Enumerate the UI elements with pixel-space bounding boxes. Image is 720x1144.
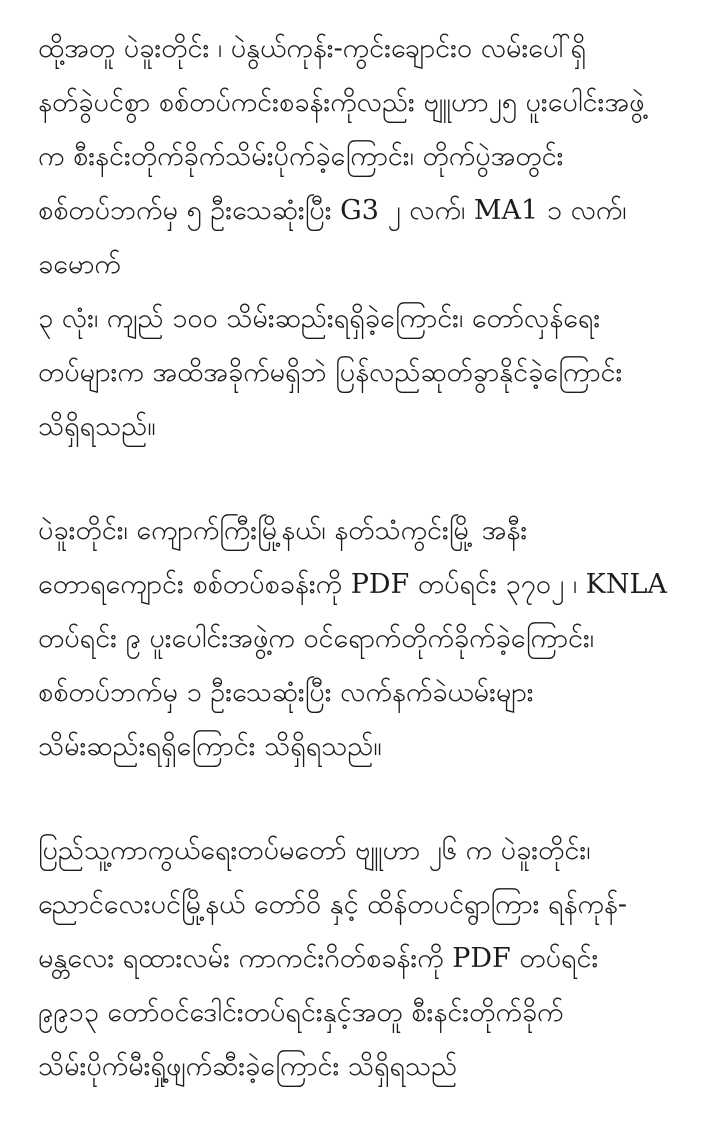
- text-line: စစ်တပ်ဘက်မှ ၁ ဦးသေဆုံးပြီး လက်နက်ခဲယမ်းများ: [38, 677, 534, 708]
- text-line: က စီးနင်းတိုက်ခိုက်သိမ်းပိုက်ခဲ့ကြောင်း၊ တိုက်ပွဲအတွင်း: [38, 141, 564, 172]
- text-line: နတ်ခွဲပင်စွာ စစ်တပ်ကင်းစခန်းကိုလည်း ဗျူဟာ၂၅ ပူးပေါင်းအဖွဲ့: [38, 87, 645, 118]
- text-line: ၃ လုံး၊ ကျည် ၁၀၀ သိမ်းဆည်းရရှိခဲ့ကြောင်း၊ တော်လှန်ရေး: [38, 303, 601, 334]
- text-line: ၉၉၁၃ တော်ဝင်ဒေါင်းတပ်ရင်းနှင့်အတူ စီးနင်းတိုက်ခိုက်: [38, 997, 564, 1028]
- text-line: ညောင်လေးပင်မြို့နယ် တော်ဝိ နှင့် ထိန်တပင်ရွာကြား ရန်ကုန်-: [38, 889, 628, 920]
- paragraph-3: [38, 824, 718, 1094]
- paragraph-2: [38, 504, 718, 774]
- text-line: ပဲခူးတိုင်း၊ ကျောက်ကြီးမြို့နယ်၊ နတ်သံကွင်းမြို့ အနီး: [38, 515, 528, 546]
- text-line: တပ်ရင်း ၉ ပူးပေါင်းအဖွဲ့က ဝင်ရောက်တိုက်ခိုက်ခဲ့ကြောင်း၊: [38, 623, 595, 654]
- text-line: တောရကျောင်း စစ်တပ်စခန်းကို PDF တပ်ရင်း ၃၇၀၂ ၊ KNLA: [38, 569, 667, 600]
- text-line: သိမ်းဆည်းရရှိကြောင်း သိရှိရသည်။: [38, 731, 382, 762]
- text-line: ပြည်သူ့ကာကွယ်ရေးတပ်မတော် ဗျူဟာ ၂၆ က ပဲခူးတိုင်း၊: [38, 835, 591, 866]
- text-line: တပ်များက အထိအခိုက်မရှိဘဲ ပြန်လည်ဆုတ်ခွာနိုင်ခဲ့ကြောင်း: [38, 357, 623, 388]
- text-line: သိရှိရသည်။: [38, 411, 156, 442]
- text-line: မန္တလေး ရထားလမ်း ကာကင်းဂိတ်စခန်းကို PDF တပ်ရင်း: [38, 943, 599, 974]
- paragraph-1: [38, 22, 718, 454]
- text-line: ခမောက်: [38, 249, 121, 280]
- text-line: သိမ်းပိုက်မီးရှို့ဖျက်ဆီးခဲ့ကြောင်း သိရှိရသည်: [38, 1051, 458, 1082]
- article-body: [38, 22, 718, 1144]
- text-line: ထို့အတူ ပဲခူးတိုင်း ၊ ပဲနွယ်ကုန်း-ကွင်းချောင်း၀ လမ်းပေါ်ရှိ: [38, 33, 587, 64]
- text-line: စစ်တပ်ဘက်မှ ၅ ဦးသေဆုံးပြီး G3 ၂ လက်၊ MA1 ၁ လက်၊: [38, 195, 627, 226]
